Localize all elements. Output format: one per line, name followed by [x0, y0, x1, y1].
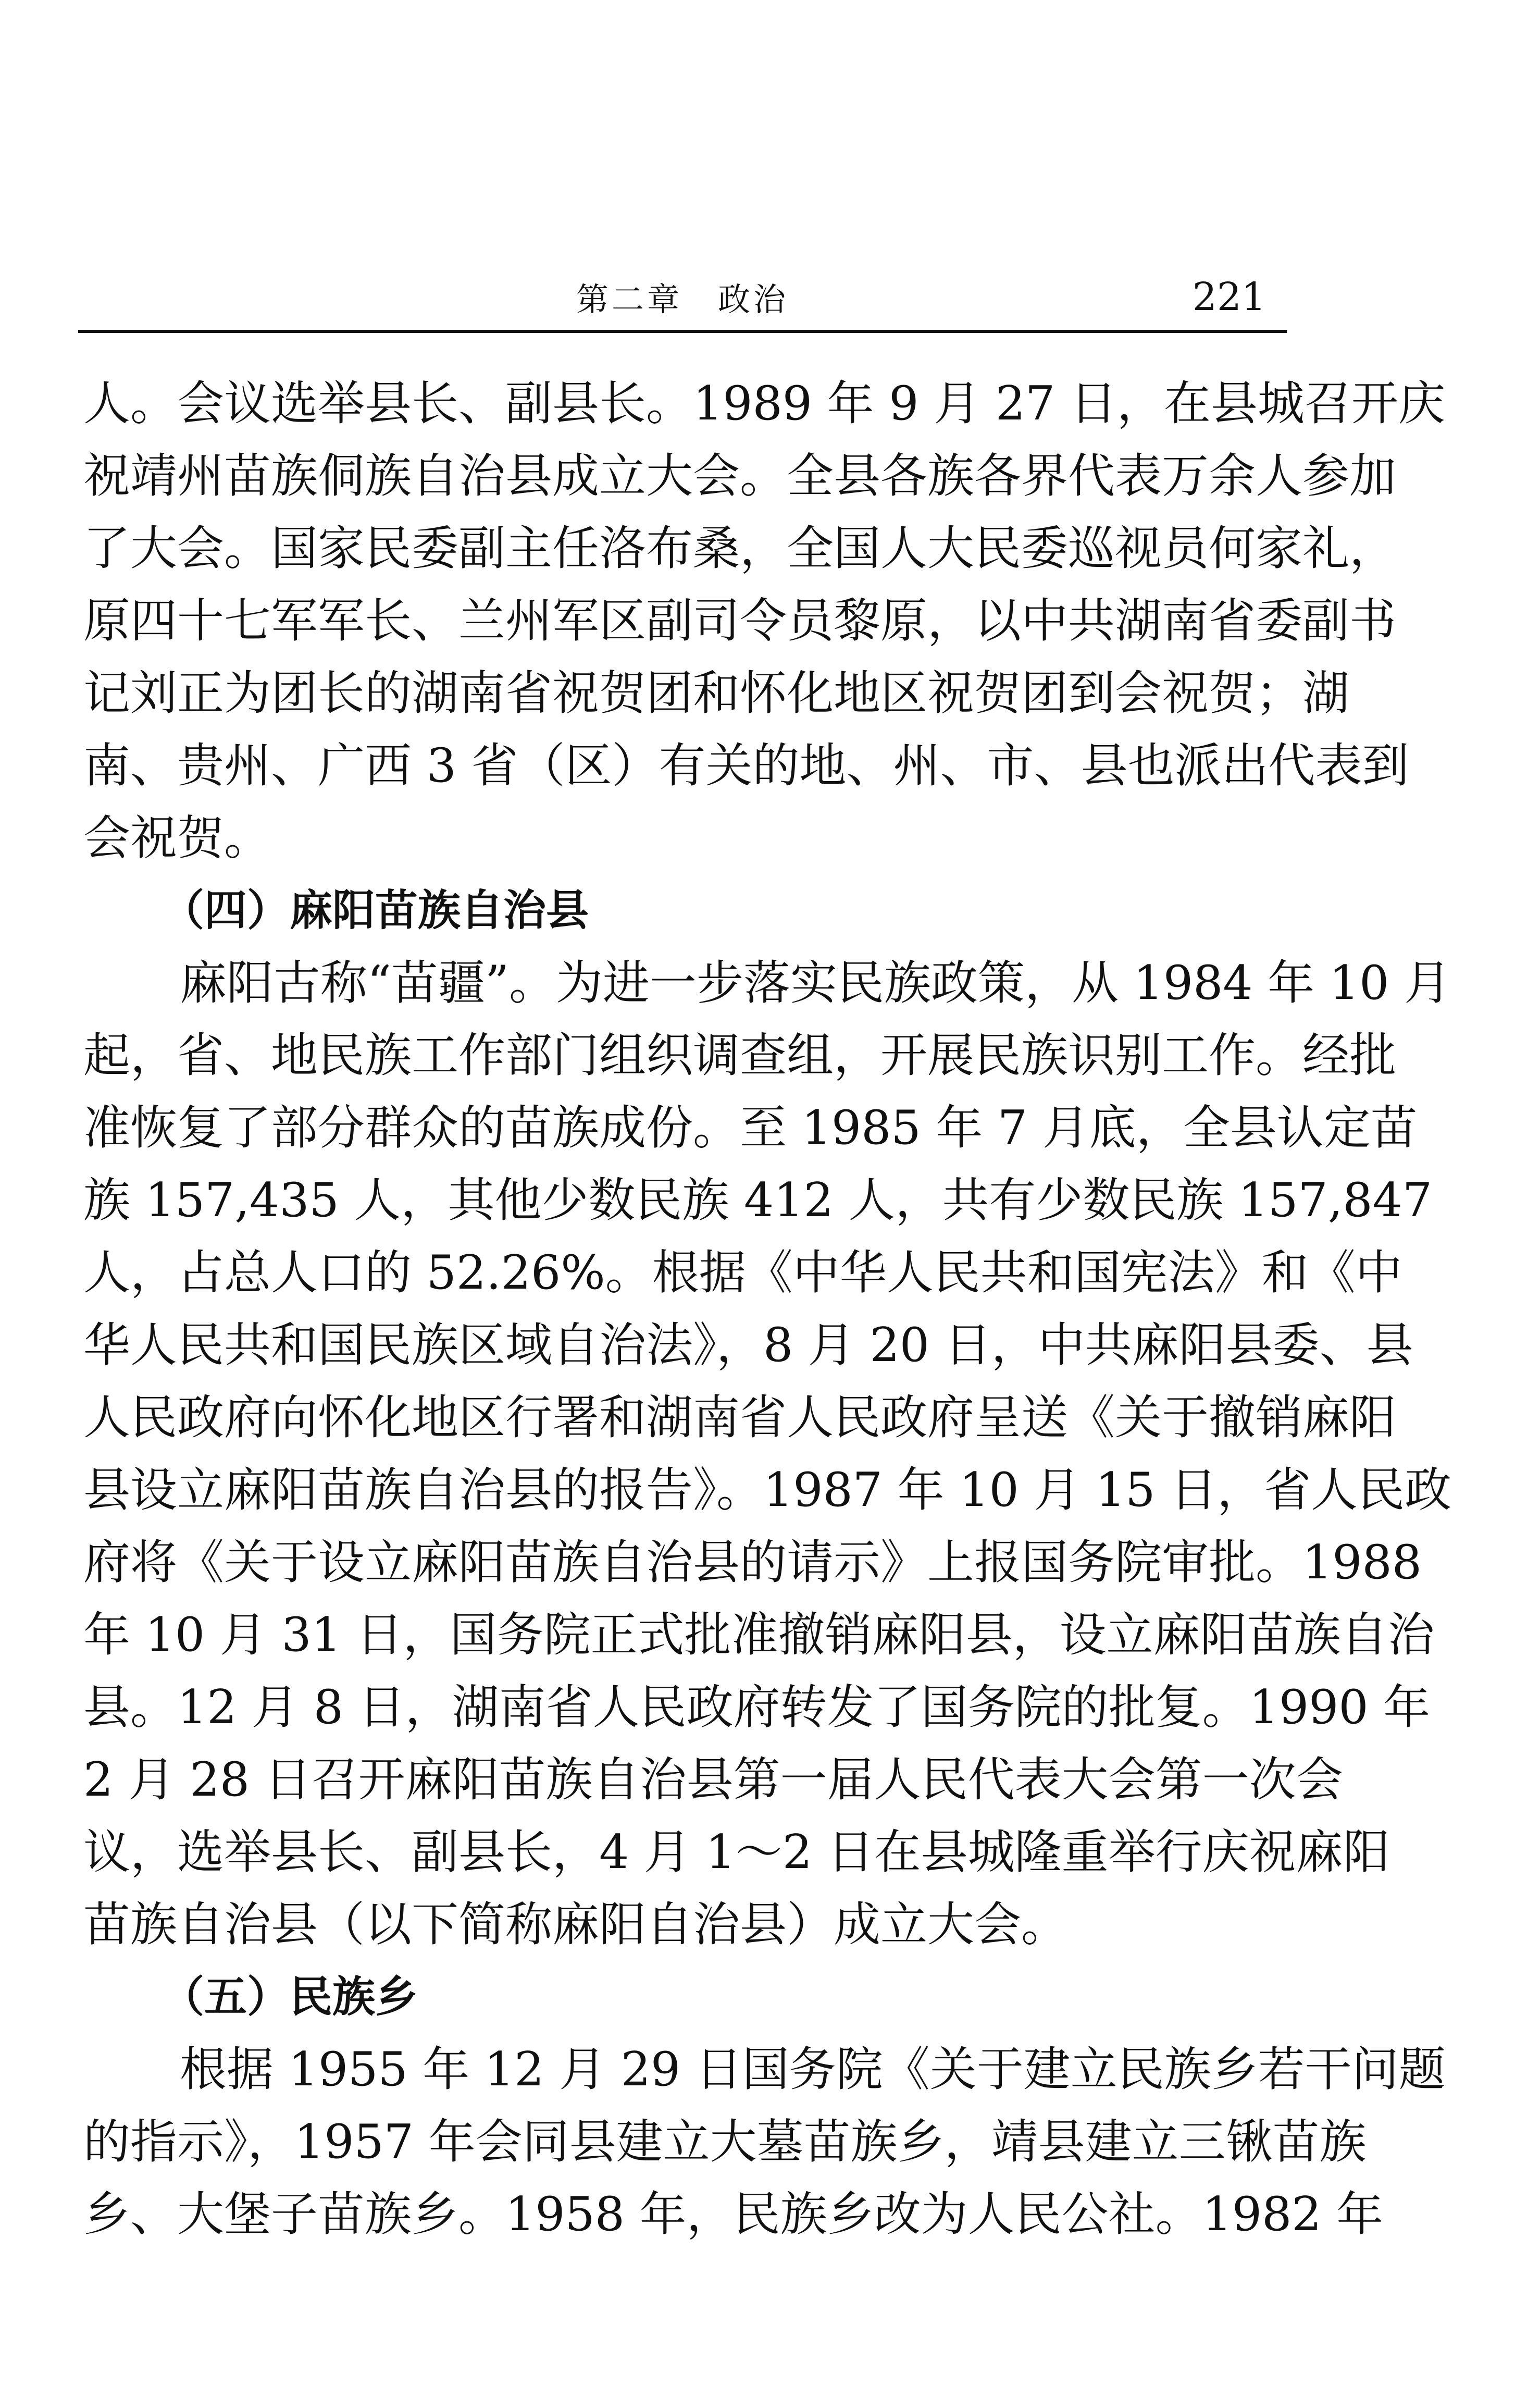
text-line: 准恢复了部分群众的苗族成份。至 1985 年 7 月底，全县认定苗: [83, 1101, 1418, 1155]
text-line: 华人民共和国民族区域自治法》，8 月 20 日，中共麻阳县委、县: [83, 1318, 1413, 1373]
text-line: 苗族自治县（以下简称麻阳自治县）成立大会。: [83, 1897, 1068, 1952]
text-line: 人民政府向怀化地区行署和湖南省人民政府呈送《关于撤销麻阳: [83, 1390, 1396, 1445]
text-line: 记刘正为团长的湖南省祝贺团和怀化地区祝贺团到会祝贺；湖: [83, 666, 1349, 721]
text-line: 乡、大堡子苗族乡。1958 年，民族乡改为人民公社。1982 年: [83, 2187, 1384, 2242]
page-number: 221: [1192, 275, 1266, 319]
section-heading: （四）麻阳苗族自治县: [162, 886, 589, 935]
section-heading: （五）民族乡: [162, 1972, 418, 2022]
text-line: 会祝贺。: [83, 811, 271, 866]
text-line: 根据 1955 年 12 月 29 日国务院《关于建立民族乡若干问题: [180, 2042, 1446, 2097]
text-line: 年 10 月 31 日，国务院正式批准撤销麻阳县，设立麻阳苗族自治: [83, 1608, 1435, 1662]
text-line: 的指示》，1957 年会同县建立大墓苗族乡，靖县建立三锹苗族: [83, 2115, 1367, 2169]
text-line: 起，省、地民族工作部门组织调查组，开展民族识别工作。经批: [83, 1028, 1396, 1083]
text-line: 人，占总人口的 52.26%。根据《中华人民共和国宪法》和《中: [83, 1245, 1402, 1300]
running-header: [78, 263, 1287, 320]
text-line: 祝靖州苗族侗族自治县成立大会。全县各族各界代表万余人参加: [83, 449, 1396, 503]
body-text: [83, 367, 1452, 2251]
text-line: 县设立麻阳苗族自治县的报告》。1987 年 10 月 15 日，省人民政: [83, 1463, 1452, 1517]
header-rule: [78, 330, 1287, 333]
chapter-title: 第二章 政治: [576, 280, 789, 318]
text-line: 南、贵州、广西 3 省（区）有关的地、州、市、县也派出代表到: [83, 738, 1409, 793]
text-line: 族 157,435 人，其他少数民族 412 人，共有少数民族 157,847: [83, 1173, 1433, 1228]
text-line: 麻阳古称“苗疆”。为进一步落实民族政策，从 1984 年 10 月: [180, 956, 1451, 1010]
text-line: 2 月 28 日召开麻阳苗族自治县第一届人民代表大会第一次会: [83, 1752, 1343, 1807]
text-line: 人。会议选举县长、副县长。1989 年 9 月 27 日，在县城召开庆: [83, 376, 1445, 431]
text-line: 了大会。国家民委副主任洛布桑，全国人大民委巡视员何家礼，: [83, 521, 1396, 576]
text-line: 府将《关于设立麻阳苗族自治县的请示》上报国务院审批。1988: [83, 1535, 1422, 1590]
text-line: 议，选举县长、副县长，4 月 1～2 日在县城隆重举行庆祝麻阳: [83, 1825, 1390, 1880]
text-line: 县。12 月 8 日，湖南省人民政府转发了国务院的批复。1990 年: [83, 1680, 1431, 1735]
text-line: 原四十七军军长、兰州军区副司令员黎原，以中共湖南省委副书: [83, 594, 1396, 648]
